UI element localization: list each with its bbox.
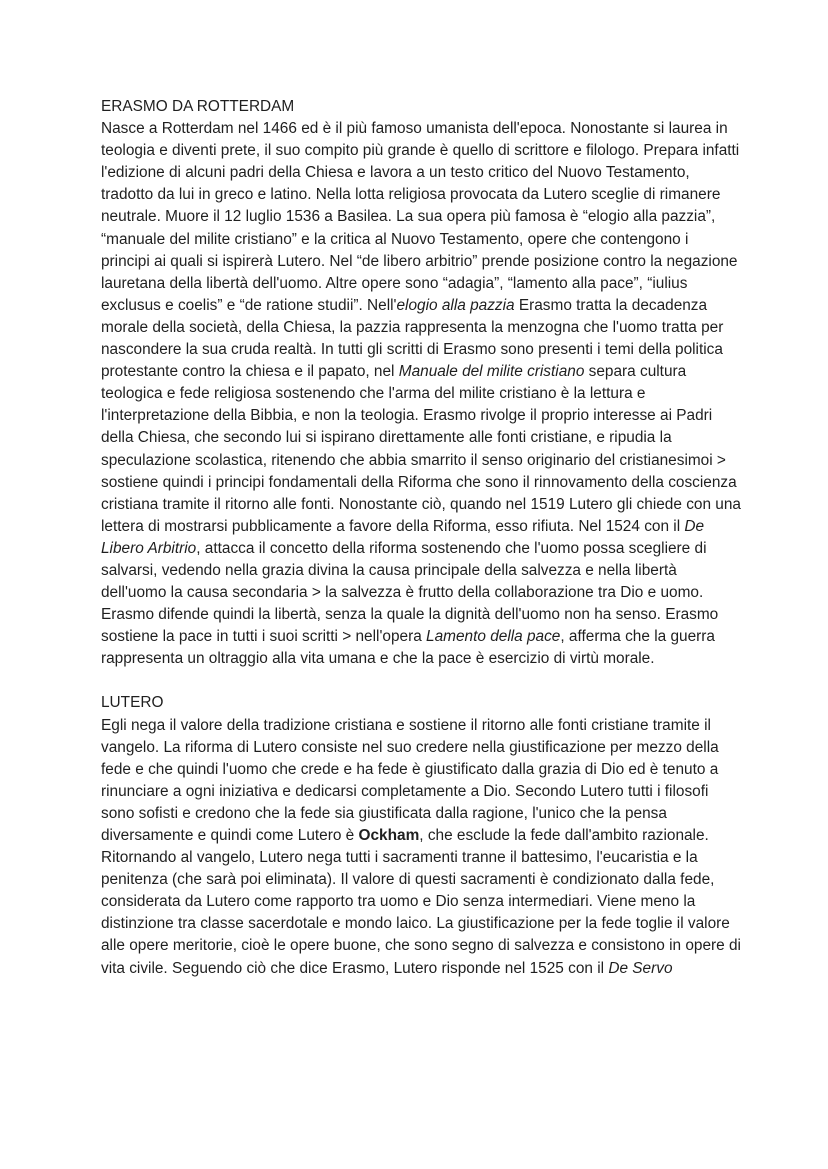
text-run: separa cultura teologica e fede religiosa sostenendo che l'arma del milite cristiano è la lettura e l'interpretazione della Bibbia, e non la teologia. Erasmo rivolge il proprio interesse ai Padri della Chiesa, che secondo lui si ispirano direttamente alle fonti cristiane, e ripudia la speculazione scolastica, ritenendo che abbia smarrito il senso originario del cristianesimoi > sostiene quindi i principi fondamentali della Riforma che sono il rinnovamento della coscienza cristiana tramite il ritorno alle fonti. Nonostante ciò, quando nel 1519 Lutero gli chiede con una lettera di mostrarsi pubblicamente a favore della Riforma, esso rifiuta. Nel 1524 con il [101, 363, 741, 535]
document-body [101, 96, 741, 980]
text-run: Erasmo tratta la decadenza morale della società, della Chiesa, la pazzia rappresenta la menzogna che l'uomo tratta per nascondere la sua cruda realtà. In tutti gli scritti di Erasmo sono presenti i temi della politica protestante contro la chiesa e il papato, nel [101, 296, 724, 381]
text-run: , afferma che la guerra rappresenta un oltraggio alla vita umana e che la pace è esercizio di virtù morale. [101, 628, 715, 668]
italic-title-manuale: Manuale del milite cristiano [398, 363, 585, 381]
section-paragraph [101, 118, 741, 670]
text-run: Nasce a Rotterdam nel 1466 ed è il più famoso umanista dell'epoca. Nonostante si laurea in teologia e diventi prete, il suo compito più grande è quello di scrittore e filologo. Prepara infatti l'edizione di alcuni padri della Chiesa e lavora a un testo critico del Nuovo Testamento, tradotto da lui in greco e latino. Nella lotta religiosa provocata da Lutero sceglie di rimanere neutrale. Muore il 12 luglio 1536 a Basilea. La sua opera più famosa è “elogio alla pazzia”, “manuale del milite cristiano” e la critica al Nuovo Testamento, opere che contengono i principi ai quali si ispirerà Lutero. Nel “de libero arbitrio” prende posizione contro la negazione lauretana della libertà dell'uomo. Altre opere sono “adagia”, “lamento alla pace”, “iulius exclusus e coelis” e “de ratione studii”. Nell' [101, 120, 740, 314]
italic-title-elogio: elogio alla pazzia [396, 296, 515, 314]
text-run: Egli nega il valore della tradizione cristiana e sostiene il ritorno alle fonti cristiane tramite il vangelo. La riforma di Lutero consiste nel suo credere nella giustificazione per mezzo della fede e che quindi l'uomo che crede e ha fede è giustificato dalla grazia di Dio ed è tenuto a rinunciare a ogni iniziativa e dedicarsi completamente a Dio. Secondo Lutero tutti i filosofi sono sofisti e credono che la fede sia giustificata dalla ragione, l'unico che la pensa diversamente e quindi come Lutero è [101, 716, 719, 844]
section-title: LUTERO [101, 694, 164, 712]
section-spacer [101, 670, 741, 692]
italic-title-de-libero-arbitrio: De Libero Arbitrio [101, 517, 705, 557]
italic-title-de-servo: De Servo [608, 959, 673, 977]
bold-name-ockham: Ockham [358, 827, 420, 844]
italic-title-lamento: Lamento della pace [426, 628, 561, 646]
section-paragraph [101, 715, 741, 980]
text-run: , che esclude la fede dall'ambito razionale. Ritornando al vangelo, Lutero nega tutti i sacramenti tranne il battesimo, l'eucaristia e la penitenza (che sarà poi eliminata). Il valore di questi sacramenti è condizionato dalla fede, considerata da Lutero come rapporto tra uomo e Dio senza intermediari. Viene meno la distinzione tra classe sacerdotale e mondo laico. La giustificazione per la fede toglie il valore alle opere meritorie, cioè le opere buone, che sono segno di salvezza e consistono in opere di vita civile. Seguendo ciò che dice Erasmo, Lutero risponde nel 1525 con il [101, 827, 741, 977]
section-lutero [101, 692, 741, 979]
section-erasmo [101, 96, 741, 670]
section-title: ERASMO DA ROTTERDAM [101, 98, 295, 115]
text-run: , attacca il concetto della riforma sostenendo che l'uomo possa scegliere di salvarsi, vedendo nella grazia divina la causa principale della salvezza e nella libertà dell'uomo la causa secondaria > la salvezza è frutto della collaborazione tra Dio e uomo. Erasmo difende quindi la libertà, senza la quale la dignità dell'uomo non ha senso. Erasmo sostiene la pace in tutti i suoi scritti > nell'opera [101, 539, 719, 646]
